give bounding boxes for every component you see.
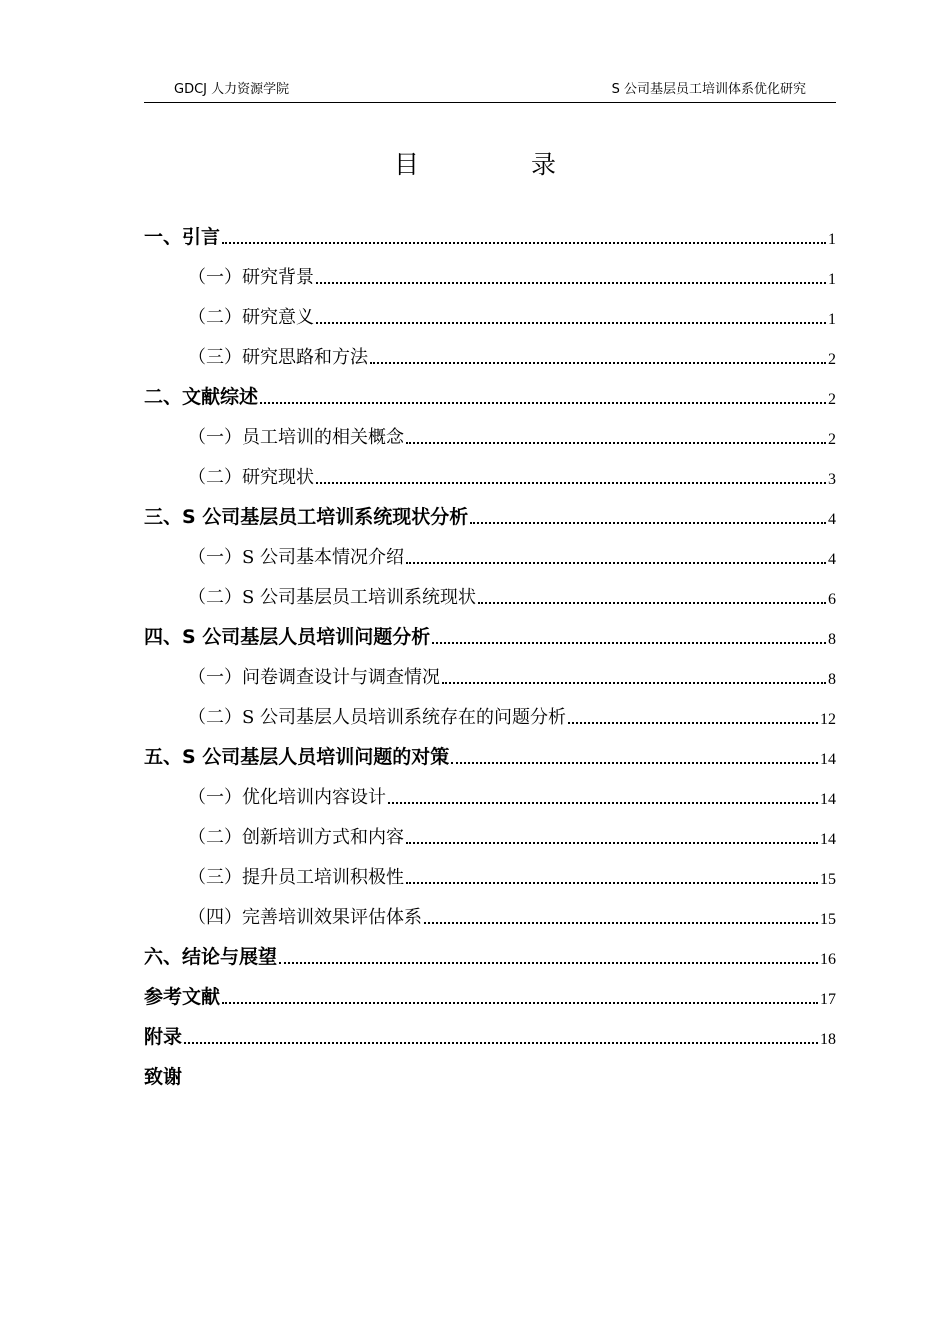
toc-dot-leader bbox=[470, 521, 826, 524]
toc-entry-label: （一）优化培训内容设计 bbox=[188, 787, 386, 808]
toc-page-number: 2 bbox=[828, 431, 836, 448]
toc-section-entry[interactable] bbox=[144, 457, 836, 497]
toc-page-number: 1 bbox=[828, 311, 836, 328]
title-char-1: 目 bbox=[394, 150, 420, 179]
toc-dot-leader bbox=[222, 241, 826, 244]
toc-dot-leader bbox=[370, 361, 826, 364]
header-right-text: S 公司基层员工培训体系优化研究 bbox=[611, 82, 806, 97]
toc-dot-leader bbox=[279, 961, 818, 964]
toc-chapter-entry[interactable] bbox=[144, 1017, 836, 1057]
toc-entry-label: （四）完善培训效果评估体系 bbox=[188, 907, 422, 928]
toc-page-number: 16 bbox=[820, 951, 836, 968]
toc-entry-label: 三、S 公司基层员工培训系统现状分析 bbox=[144, 506, 469, 528]
toc-section-entry[interactable] bbox=[144, 817, 836, 857]
toc-page-number: 3 bbox=[828, 471, 836, 488]
toc-page-number: 12 bbox=[820, 711, 836, 728]
toc-section-entry[interactable] bbox=[144, 857, 836, 897]
toc-dot-leader bbox=[222, 1001, 818, 1004]
toc-entry-label: （一）S 公司基本情况介绍 bbox=[188, 547, 405, 568]
toc-entry-label: （三）提升员工培训积极性 bbox=[188, 867, 404, 888]
toc-chapter-entry[interactable] bbox=[144, 217, 836, 257]
toc-chapter-entry[interactable] bbox=[144, 377, 836, 417]
toc-dot-leader bbox=[478, 601, 826, 604]
toc-dot-leader bbox=[388, 801, 818, 804]
toc-chapter-entry[interactable] bbox=[144, 617, 836, 657]
toc-section-entry[interactable] bbox=[144, 257, 836, 297]
toc-entry-label: （一）员工培训的相关概念 bbox=[188, 427, 404, 448]
toc-page-number: 15 bbox=[820, 871, 836, 888]
toc-section-entry[interactable] bbox=[144, 657, 836, 697]
toc-dot-leader bbox=[184, 1041, 818, 1044]
page-title bbox=[0, 145, 950, 181]
toc-section-entry[interactable] bbox=[144, 777, 836, 817]
toc-dot-leader bbox=[260, 401, 826, 404]
toc-page-number: 18 bbox=[820, 1031, 836, 1048]
toc-dot-leader bbox=[432, 641, 826, 644]
toc-entry-label: （二）S 公司基层人员培训系统存在的问题分析 bbox=[188, 707, 567, 728]
toc-dot-leader bbox=[406, 841, 818, 844]
toc-section-entry[interactable] bbox=[144, 297, 836, 337]
toc-page-number: 6 bbox=[828, 591, 836, 608]
toc-entry-label: 致谢 bbox=[144, 1066, 183, 1088]
toc-chapter-entry[interactable] bbox=[144, 497, 836, 537]
toc-dot-leader bbox=[316, 481, 826, 484]
toc-entry-label: 附录 bbox=[144, 1026, 183, 1048]
toc-dot-leader bbox=[568, 721, 818, 724]
toc-chapter-entry[interactable] bbox=[144, 977, 836, 1017]
toc-dot-leader bbox=[316, 321, 826, 324]
toc-entry-label: 二、文献综述 bbox=[144, 386, 259, 408]
toc-dot-leader bbox=[424, 921, 818, 924]
toc-entry-label: 一、引言 bbox=[144, 226, 221, 248]
toc-entry-label: （二）研究意义 bbox=[188, 307, 314, 328]
toc-entry-label: （一）研究背景 bbox=[188, 267, 314, 288]
toc-page-number: 17 bbox=[820, 991, 836, 1008]
toc-entry-label: （二）S 公司基层员工培训系统现状 bbox=[188, 587, 477, 608]
toc-page-number: 14 bbox=[820, 791, 836, 808]
title-char-2: 录 bbox=[530, 150, 556, 179]
toc-page-number: 8 bbox=[828, 671, 836, 688]
toc-page-number: 2 bbox=[828, 351, 836, 368]
toc-page-number: 4 bbox=[828, 551, 836, 568]
toc-section-entry[interactable] bbox=[144, 577, 836, 617]
toc-page-number: 1 bbox=[828, 231, 836, 248]
toc-entry-label: 参考文献 bbox=[144, 986, 221, 1008]
toc-dot-leader bbox=[406, 881, 818, 884]
toc-page-number: 4 bbox=[828, 511, 836, 528]
toc-page-number: 8 bbox=[828, 631, 836, 648]
toc-dot-leader bbox=[406, 561, 826, 564]
header-left-text: GDCJ 人力资源学院 bbox=[174, 82, 290, 97]
toc-entry-label: （一）问卷调查设计与调查情况 bbox=[188, 667, 440, 688]
toc-section-entry[interactable] bbox=[144, 537, 836, 577]
toc-chapter-entry[interactable] bbox=[144, 937, 836, 977]
toc-entry-label: （二）研究现状 bbox=[188, 467, 314, 488]
toc-page-number: 14 bbox=[820, 831, 836, 848]
toc-page-number: 14 bbox=[820, 751, 836, 768]
toc-chapter-entry[interactable] bbox=[144, 737, 836, 777]
toc-entry-label: 六、结论与展望 bbox=[144, 946, 278, 968]
toc-section-entry[interactable] bbox=[144, 337, 836, 377]
toc-page-number: 15 bbox=[820, 911, 836, 928]
toc-entry-label: （二）创新培训方式和内容 bbox=[188, 827, 404, 848]
toc-page-number: 2 bbox=[828, 391, 836, 408]
toc-section-entry[interactable] bbox=[144, 417, 836, 457]
page-header bbox=[144, 74, 836, 103]
toc-section-entry[interactable] bbox=[144, 897, 836, 937]
toc-entry-label: （三）研究思路和方法 bbox=[188, 347, 368, 368]
toc-dot-leader bbox=[406, 441, 826, 444]
toc-chapter-entry[interactable] bbox=[144, 1057, 836, 1097]
toc-entry-label: 四、S 公司基层人员培训问题分析 bbox=[144, 626, 431, 648]
toc-page-number: 1 bbox=[828, 271, 836, 288]
toc-entry-label: 五、S 公司基层人员培训问题的对策 bbox=[144, 746, 450, 768]
toc-dot-leader bbox=[451, 761, 818, 764]
toc-dot-leader bbox=[442, 681, 826, 684]
toc-dot-leader bbox=[316, 281, 826, 284]
table-of-contents bbox=[144, 217, 836, 1097]
toc-section-entry[interactable] bbox=[144, 697, 836, 737]
